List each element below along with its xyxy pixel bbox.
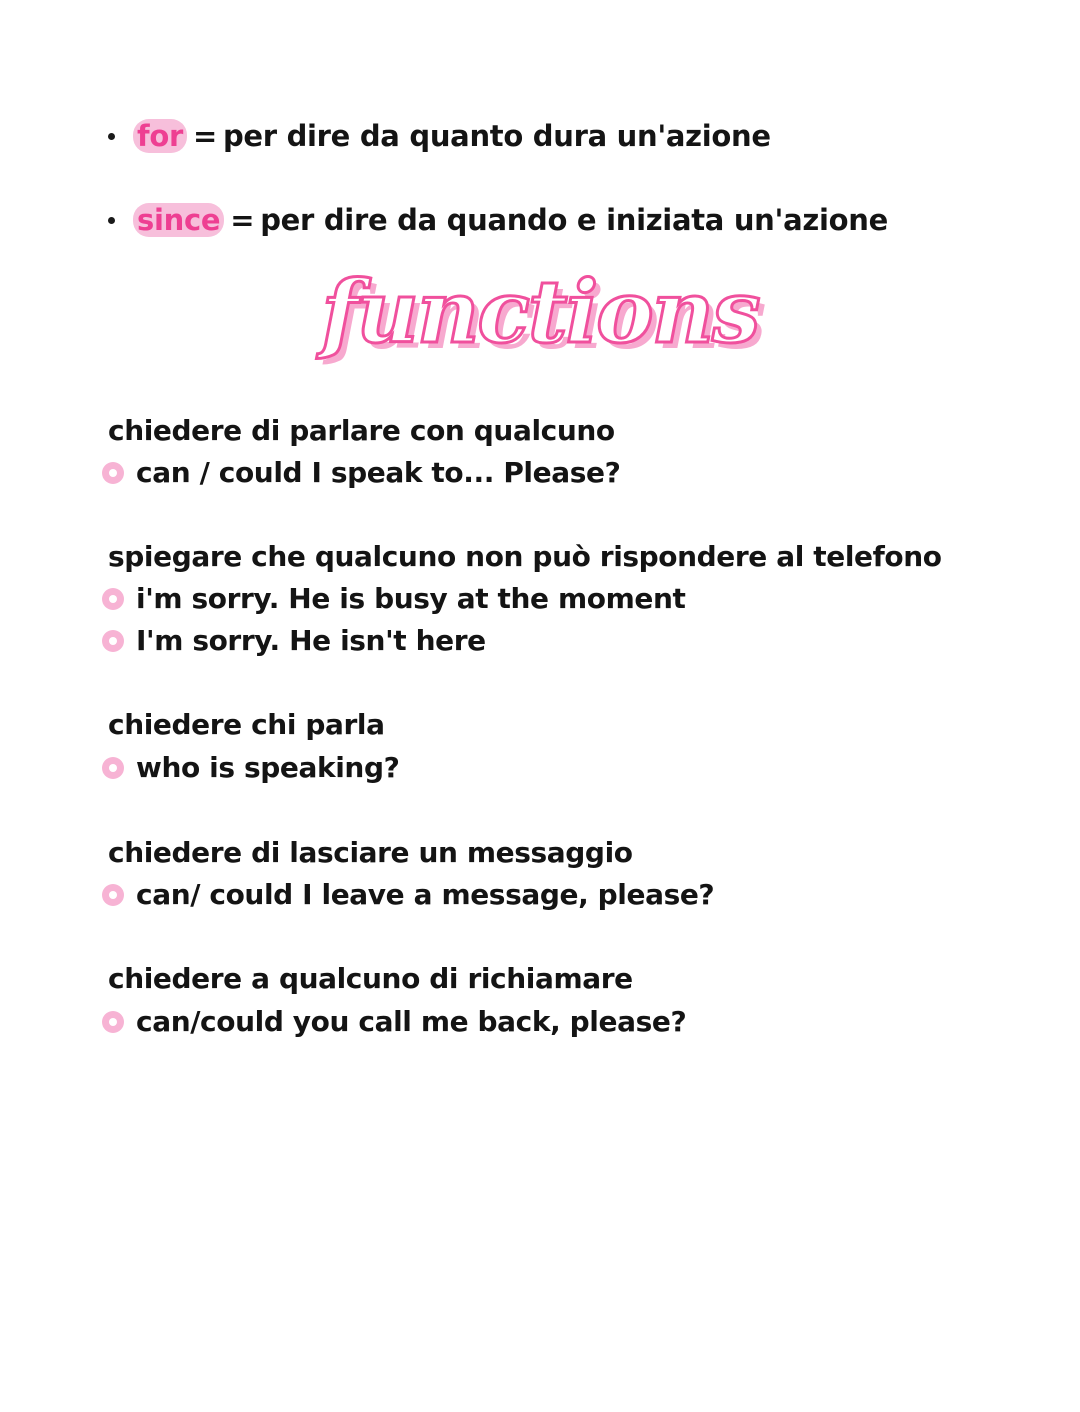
phrase-text: can / could I speak to... Please? <box>136 456 621 489</box>
equals-sign: = <box>192 119 217 153</box>
list-item <box>102 1005 686 1038</box>
section-title: chiedere di parlare con qualcuno <box>108 414 615 447</box>
list-item <box>102 624 486 657</box>
bullet-dot-icon <box>108 217 115 224</box>
list-item <box>102 456 620 489</box>
bullet-ring-icon <box>102 630 124 652</box>
definition-since <box>108 200 888 240</box>
phrase-text: who is speaking? <box>136 751 400 784</box>
definition-meaning: per dire da quando e iniziata un'azione <box>260 203 888 237</box>
bullet-ring-icon <box>102 1011 124 1033</box>
list-item <box>102 878 714 911</box>
phrase-text: i'm sorry. He is busy at the moment <box>136 582 686 615</box>
bullet-ring-icon <box>102 462 124 484</box>
phrase-text: can/could you call me back, please? <box>136 1005 687 1038</box>
bullet-dot-icon <box>108 133 115 140</box>
definition-for <box>108 116 771 156</box>
phrase-text: I'm sorry. He isn't here <box>136 624 486 657</box>
definition-meaning: per dire da quanto dura un'azione <box>222 119 771 153</box>
bullet-ring-icon <box>102 884 124 906</box>
section-title: chiedere di lasciare un messaggio <box>108 836 633 869</box>
definition-term: for <box>133 119 187 153</box>
bullet-ring-icon <box>102 588 124 610</box>
list-item <box>102 751 399 784</box>
definition-term: since <box>133 203 224 237</box>
page-title: functions <box>321 262 759 363</box>
section-title: chiedere chi parla <box>108 708 385 741</box>
equals-sign: = <box>230 203 255 237</box>
phrase-text: can/ could I leave a message, please? <box>136 878 715 911</box>
bullet-ring-icon <box>102 757 124 779</box>
section-title: chiedere a qualcuno di richiamare <box>108 962 633 995</box>
section-title: spiegare che qualcuno non può rispondere al telefono <box>108 540 942 573</box>
list-item <box>102 582 686 615</box>
